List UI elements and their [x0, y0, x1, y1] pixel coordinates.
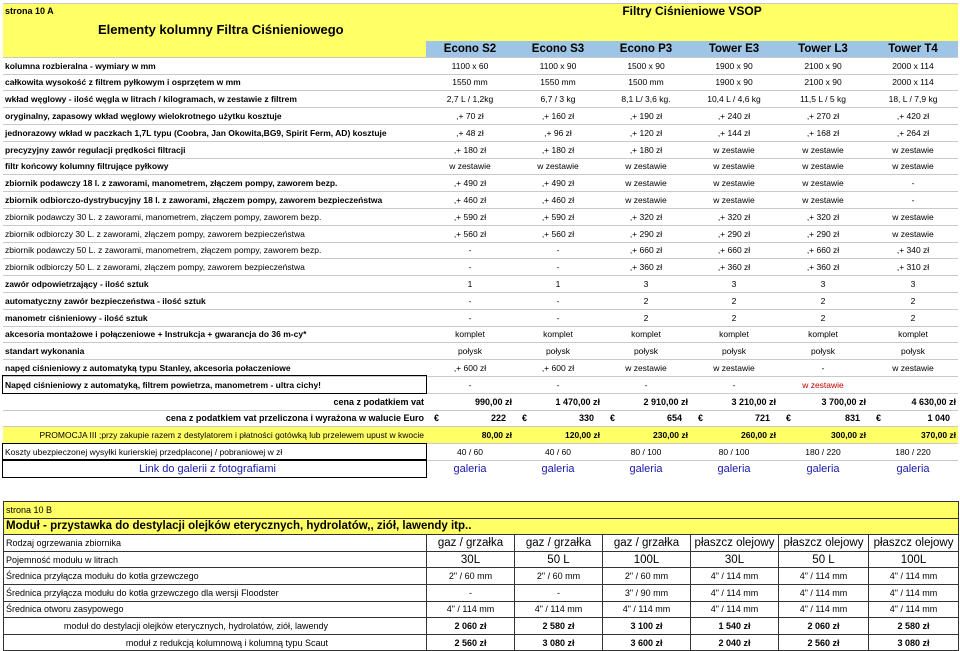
row-value: ,+ 48 zł	[426, 124, 514, 141]
row-label: automatyczny zawór bezpieczeństwa - ilość sztuk	[3, 292, 426, 309]
row-value: -	[426, 292, 514, 309]
price-value: 3 700,00 zł	[778, 393, 868, 410]
row-label: precyzyjny zawór regulacji prędkości filtracji	[3, 141, 426, 158]
row-label: zbiornik podawczy 30 L. z zaworami, manometrem, złączem pompy, zaworem bezp.	[3, 208, 426, 225]
table-row	[3, 108, 958, 125]
euro-price-wrap	[870, 413, 956, 423]
row-value: 2100 x 90	[778, 57, 868, 74]
row-value: 8,1 L/ 3,6 kg.	[602, 91, 690, 108]
row-value: ,+ 160 zł	[514, 108, 602, 125]
row-value: ,+ 190 zł	[602, 108, 690, 125]
row-value: w zestawie	[690, 141, 778, 158]
row-value: 30L	[427, 551, 515, 568]
table-row	[3, 259, 958, 276]
row-value: gaz / grzałka	[515, 535, 603, 552]
row-value: w zestawie	[868, 225, 958, 242]
row-label: Pojemność modułu w litrach	[4, 551, 427, 568]
row-value: płaszcz olejowy	[779, 535, 869, 552]
row-value: 1	[426, 276, 514, 293]
row-value: 100L	[603, 551, 691, 568]
row-label: całkowita wysokość z filtrem pyłkowym i osprzętem w mm	[3, 74, 426, 91]
row-value: 4" / 114 mm	[603, 601, 691, 618]
table-row	[4, 551, 959, 568]
promo-row	[3, 427, 958, 444]
gallery-link-cell[interactable]: galeria	[602, 460, 690, 476]
row-label: Średnica przyłącza modułu do kotła grzewczego dla wersji Floodster	[4, 584, 427, 601]
table-row	[4, 584, 959, 601]
gallery-link[interactable]: Link do galerii z fotografiami	[3, 460, 426, 476]
euro-symbol: €	[434, 413, 440, 424]
euro-price-cell	[868, 410, 958, 427]
row-value: ,+ 168 zł	[778, 124, 868, 141]
module-table	[3, 501, 959, 651]
module-price-value: 3 080 zł	[869, 634, 959, 651]
euro-price-value: 831	[844, 413, 860, 424]
row-value: 4" / 114 mm	[869, 601, 959, 618]
row-value: ,+ 560 zł	[514, 225, 602, 242]
row-value: w zestawie	[778, 192, 868, 209]
row-value: 3	[690, 276, 778, 293]
row-label: Rodzaj ogrzewania zbiornika	[4, 535, 427, 552]
table-row	[3, 376, 958, 393]
price-label: cena z podatkiem vat	[3, 393, 426, 410]
euro-price-wrap	[780, 413, 866, 423]
row-value: -	[514, 376, 602, 393]
euro-price-cell	[602, 410, 690, 427]
row-value: połysk	[868, 343, 958, 360]
row-value: 1550 mm	[426, 74, 514, 91]
model-header: Tower L3	[778, 41, 868, 57]
row-value: 2,7 L / 1,2kg	[426, 91, 514, 108]
shipping-value: 180 / 220	[868, 444, 958, 461]
row-value: 1900 x 90	[690, 57, 778, 74]
page-label: strona 10 A	[3, 4, 426, 19]
row-label: napęd ciśnieniowy z automatyką typu Stanley, akcesoria połaczeniowe	[3, 360, 426, 377]
row-label: zbiornik odbiorczy 50 L. z zaworami, złączem pompy, zaworem bezpieczeństwa	[3, 259, 426, 276]
row-value: -	[514, 259, 602, 276]
row-value: ,+ 660 zł	[690, 242, 778, 259]
row-value: ,+ 360 zł	[690, 259, 778, 276]
row-value: ,+ 180 zł	[426, 141, 514, 158]
row-value: połysk	[426, 343, 514, 360]
row-value: -	[514, 292, 602, 309]
row-value: 3	[868, 276, 958, 293]
table-row	[3, 326, 958, 343]
row-value: ,+ 290 zł	[690, 225, 778, 242]
row-value: połysk	[602, 343, 690, 360]
table-row	[3, 309, 958, 326]
row-value: 2	[778, 309, 868, 326]
table-row	[3, 91, 958, 108]
row-label: jednorazowy wkład w paczkach 1,7L typu (Coobra, Jan Okowita,BG9, Spirit Ferm, AD) kosztuje	[3, 124, 426, 141]
row-value: -	[426, 242, 514, 259]
row-value: 30L	[691, 551, 779, 568]
gallery-link-cell[interactable]: galeria	[690, 460, 778, 476]
row-value: połysk	[778, 343, 868, 360]
row-value: w zestawie	[602, 158, 690, 175]
promo-value: 260,00 zł	[690, 427, 778, 444]
shipping-value: 40 / 60	[426, 444, 514, 461]
module-price-value: 2 040 zł	[691, 634, 779, 651]
row-value: 2	[690, 309, 778, 326]
table-row	[4, 568, 959, 585]
model-header-row	[3, 41, 958, 57]
euro-price-cell	[778, 410, 868, 427]
euro-price-value: 654	[666, 413, 682, 424]
row-value: w zestawie	[602, 360, 690, 377]
row-value: ,+ 460 zł	[426, 192, 514, 209]
row-value: połysk	[690, 343, 778, 360]
row-value: 2	[690, 292, 778, 309]
euro-price-value: 330	[578, 413, 594, 424]
table-row	[3, 57, 958, 74]
module-price-value: 2 060 zł	[427, 618, 515, 635]
module-title: Moduł - przystawka do destylacji olejków eterycznych, hydrolatów,, ziół, lawendy itp..	[4, 518, 959, 535]
euro-price-label: cena z podatkiem vat przeliczona i wyrażona w walucie Euro	[3, 410, 426, 427]
row-value: w zestawie	[868, 158, 958, 175]
promo-value: 370,00 zł	[868, 427, 958, 444]
row-value: ,+ 560 zł	[426, 225, 514, 242]
row-value: 18, L / 7,9 kg	[868, 91, 958, 108]
promo-label: PROMOCJA III ;przy zakupie razem z destylatorem i płatności gotówką lub przelewem upust w kwocie	[3, 427, 426, 444]
gallery-link-cell[interactable]: galeria	[868, 460, 958, 476]
model-header: Econo S3	[514, 41, 602, 57]
row-value: 3" / 90 mm	[603, 584, 691, 601]
module-price-value: 2 580 zł	[869, 618, 959, 635]
shipping-value: 80 / 100	[690, 444, 778, 461]
row-label: zbiornik odbiorczy 30 L. z zaworami, złączem pompy, zaworem bezpieczeństwa	[3, 225, 426, 242]
header-spacer	[426, 19, 958, 42]
row-value: ,+ 460 zł	[514, 192, 602, 209]
price-value: 990,00 zł	[426, 393, 514, 410]
gallery-link-cell[interactable]: galeria	[514, 460, 602, 476]
row-value: ,+ 600 zł	[514, 360, 602, 377]
table-row	[4, 601, 959, 618]
module-price-value: 1 540 zł	[691, 618, 779, 635]
euro-price-cell	[514, 410, 602, 427]
row-value: 3	[778, 276, 868, 293]
row-value: 6,7 / 3 kg	[514, 91, 602, 108]
module-price-value: 2 560 zł	[427, 634, 515, 651]
module-price-value: 2 560 zł	[779, 634, 869, 651]
row-value: 4" / 114 mm	[779, 568, 869, 585]
row-value: ,+ 590 zł	[514, 208, 602, 225]
row-value: 10,4 L / 4,6 kg	[690, 91, 778, 108]
section-title: Elementy kolumny Filtra Ciśnieniowego	[3, 19, 426, 42]
euro-price-value: 1 040	[927, 413, 951, 424]
row-value: ,+ 70 zł	[426, 108, 514, 125]
row-value: w zestawie	[868, 360, 958, 377]
module-price-value: 2 060 zł	[779, 618, 869, 635]
row-label: Napęd ciśnieniowy z automatyką, filtrem powietrza, manometrem - ultra cichy!	[3, 376, 426, 393]
row-value: komplet	[690, 326, 778, 343]
row-value: ,+ 120 zł	[602, 124, 690, 141]
euro-price-cell	[426, 410, 514, 427]
row-value: 11,5 L / 5 kg	[778, 91, 868, 108]
row-value: 1900 x 90	[690, 74, 778, 91]
row-value: -	[602, 376, 690, 393]
row-value: ,+ 180 zł	[602, 141, 690, 158]
module-price-row	[4, 618, 959, 635]
row-value: ,+ 360 zł	[602, 259, 690, 276]
euro-price-wrap	[428, 413, 512, 423]
row-value: 2100 x 90	[778, 74, 868, 91]
row-value: w zestawie	[778, 175, 868, 192]
row-label: zbiornik podawczy 50 L. z zaworami, manometrem, złączem pompy, zaworem bezp.	[3, 242, 426, 259]
row-value: w zestawie	[778, 376, 868, 393]
row-value: 1100 x 60	[426, 57, 514, 74]
row-value: 1550 mm	[514, 74, 602, 91]
row-value: w zestawie	[514, 158, 602, 175]
row-value: -	[690, 376, 778, 393]
row-label: oryginalny, zapasowy wkład węglowy wielokrotnego użytku kosztuje	[3, 108, 426, 125]
row-label: manometr ciśnieniowy - ilość sztuk	[3, 309, 426, 326]
table-row	[3, 192, 958, 209]
row-value: w zestawie	[426, 158, 514, 175]
module-price-value: 3 600 zł	[603, 634, 691, 651]
row-value: komplet	[602, 326, 690, 343]
row-value: 4" / 114 mm	[869, 584, 959, 601]
row-value: ,+ 270 zł	[778, 108, 868, 125]
row-label: filtr końcowy kolumny filtrujące pyłkowy	[3, 158, 426, 175]
price-value: 1 470,00 zł	[514, 393, 602, 410]
table-row	[3, 276, 958, 293]
row-value: 4" / 114 mm	[779, 601, 869, 618]
row-value: 50 L	[779, 551, 869, 568]
row-label: Średnica przyłącza modułu do kotła grzewczego	[4, 568, 427, 585]
row-label: standart wykonania	[3, 343, 426, 360]
module-price-value: 3 080 zł	[515, 634, 603, 651]
row-label: Średnica otworu zasypowego	[4, 601, 427, 618]
row-value: 1500 mm	[602, 74, 690, 91]
row-value: 2" / 60 mm	[515, 568, 603, 585]
row-value: w zestawie	[868, 208, 958, 225]
price-row	[3, 393, 958, 410]
gallery-link-cell[interactable]: galeria	[426, 460, 514, 476]
row-value: 1	[514, 276, 602, 293]
row-value: gaz / grzałka	[603, 535, 691, 552]
row-label: zbiornik odbiorczo-dystrybucyjny 18 l. z zaworami, złączem pompy, zaworem bezpieczeństwa	[3, 192, 426, 209]
euro-symbol: €	[698, 413, 704, 424]
row-value: -	[515, 584, 603, 601]
row-value: ,+ 360 zł	[778, 259, 868, 276]
row-value: 2000 x 114	[868, 57, 958, 74]
row-value: komplet	[778, 326, 868, 343]
shipping-row	[3, 444, 958, 461]
row-value: w zestawie	[778, 158, 868, 175]
row-value: płaszcz olejowy	[869, 535, 959, 552]
model-header: Econo P3	[602, 41, 690, 57]
row-value: w zestawie	[690, 175, 778, 192]
table-row	[4, 535, 959, 552]
row-value: ,+ 340 zł	[868, 242, 958, 259]
row-value: 2	[778, 292, 868, 309]
row-value: 2000 x 114	[868, 74, 958, 91]
row-value: w zestawie	[602, 192, 690, 209]
euro-price-wrap	[604, 413, 688, 423]
vsop-filter-table	[3, 3, 958, 477]
module-price-label: moduł z redukcją kolumnową i kolumną typu Scaut	[4, 634, 427, 651]
row-value: -	[426, 376, 514, 393]
row-value: ,+ 144 zł	[690, 124, 778, 141]
row-value: w zestawie	[690, 360, 778, 377]
row-label: zbiornik podawczy 18 l. z zaworami, manometrem, złączem pompy, zaworem bezp.	[3, 175, 426, 192]
row-value: ,+ 490 zł	[426, 175, 514, 192]
row-value: płaszcz olejowy	[691, 535, 779, 552]
row-value: 2	[868, 292, 958, 309]
row-value: ,+ 590 zł	[426, 208, 514, 225]
promo-value: 300,00 zł	[778, 427, 868, 444]
table-row	[3, 175, 958, 192]
euro-price-row	[3, 410, 958, 427]
row-value: -	[868, 192, 958, 209]
row-value: -	[426, 259, 514, 276]
module-price-value: 2 580 zł	[515, 618, 603, 635]
row-value: 2	[602, 309, 690, 326]
row-value: ,+ 420 zł	[868, 108, 958, 125]
table-row	[3, 74, 958, 91]
page-label-b: strona 10 B	[4, 502, 959, 519]
row-value: 4" / 114 mm	[691, 584, 779, 601]
table-row	[3, 292, 958, 309]
row-value: komplet	[426, 326, 514, 343]
table-row	[3, 242, 958, 259]
row-value: komplet	[514, 326, 602, 343]
euro-price-value: 721	[754, 413, 770, 424]
row-value: 1500 x 90	[602, 57, 690, 74]
price-value: 2 910,00 zł	[602, 393, 690, 410]
gallery-row	[3, 460, 958, 476]
shipping-value: 80 / 100	[602, 444, 690, 461]
row-value: połysk	[514, 343, 602, 360]
row-value: ,+ 240 zł	[690, 108, 778, 125]
table-row	[3, 360, 958, 377]
row-value: 4" / 114 mm	[869, 568, 959, 585]
filters-title: Filtry Ciśnieniowe VSOP	[426, 4, 958, 19]
row-value: ,+ 264 zł	[868, 124, 958, 141]
row-value: 4" / 114 mm	[427, 601, 515, 618]
row-value: -	[514, 242, 602, 259]
row-value: 2" / 60 mm	[427, 568, 515, 585]
row-value: -	[778, 360, 868, 377]
model-header: Tower T4	[868, 41, 958, 57]
module-price-value: 3 100 zł	[603, 618, 691, 635]
model-header: Tower E3	[690, 41, 778, 57]
table-row	[3, 158, 958, 175]
promo-value: 120,00 zł	[514, 427, 602, 444]
shipping-value: 180 / 220	[778, 444, 868, 461]
shipping-label: Koszty ubezpieczonej wysyłki kurierskiej przedpłaconej / pobraniowej w zł	[3, 444, 426, 461]
row-value: ,+ 320 zł	[690, 208, 778, 225]
module-price-row	[4, 634, 959, 651]
row-value: w zestawie	[868, 141, 958, 158]
row-value	[868, 376, 958, 393]
row-value: w zestawie	[690, 158, 778, 175]
row-value: 4" / 114 mm	[515, 601, 603, 618]
table-row	[3, 225, 958, 242]
row-value: gaz / grzałka	[427, 535, 515, 552]
module-price-label: moduł do destylacji olejków eterycznych, hydrolatów, ziół, lawendy	[4, 618, 427, 635]
price-value: 3 210,00 zł	[690, 393, 778, 410]
euro-symbol: €	[610, 413, 616, 424]
row-value: 2	[602, 292, 690, 309]
row-value: w zestawie	[778, 141, 868, 158]
row-value: 4" / 114 mm	[691, 568, 779, 585]
euro-price-wrap	[692, 413, 776, 423]
row-value: ,+ 310 zł	[868, 259, 958, 276]
row-value: 100L	[869, 551, 959, 568]
euro-price-value: 222	[490, 413, 506, 424]
model-header: Econo S2	[426, 41, 514, 57]
row-value: 50 L	[515, 551, 603, 568]
table-row	[3, 343, 958, 360]
row-value: ,+ 180 zł	[514, 141, 602, 158]
table-row	[3, 141, 958, 158]
row-value: ,+ 600 zł	[426, 360, 514, 377]
row-value: ,+ 660 zł	[778, 242, 868, 259]
promo-value: 80,00 zł	[426, 427, 514, 444]
row-value: ,+ 320 zł	[778, 208, 868, 225]
row-value: komplet	[868, 326, 958, 343]
row-label: wkład węglowy - ilość węgla w litrach / kilogramach, w zestawie z filtrem	[3, 91, 426, 108]
row-value: 3	[602, 276, 690, 293]
row-value: w zestawie	[690, 192, 778, 209]
euro-price-cell	[690, 410, 778, 427]
row-value: -	[868, 175, 958, 192]
euro-price-wrap	[516, 413, 600, 423]
row-value: 4" / 114 mm	[779, 584, 869, 601]
table-row	[3, 124, 958, 141]
row-value: -	[514, 309, 602, 326]
row-value: -	[427, 584, 515, 601]
row-value: ,+ 290 zł	[602, 225, 690, 242]
euro-symbol: €	[522, 413, 528, 424]
row-value: 1100 x 90	[514, 57, 602, 74]
row-value: ,+ 96 zł	[514, 124, 602, 141]
row-label: zawór odpowietrzający - ilość sztuk	[3, 276, 426, 293]
row-value: -	[426, 309, 514, 326]
row-value: ,+ 660 zł	[602, 242, 690, 259]
euro-symbol: €	[786, 413, 792, 424]
row-value: w zestawie	[602, 175, 690, 192]
price-value: 4 630,00 zł	[868, 393, 958, 410]
row-label: kolumna rozbieralna - wymiary w mm	[3, 57, 426, 74]
row-value: ,+ 490 zł	[514, 175, 602, 192]
table-row	[3, 208, 958, 225]
model-header-blank	[3, 41, 426, 57]
row-label: akcesoria montażowe i połączeniowe + Instrukcja + gwarancja do 36 m-cy*	[3, 326, 426, 343]
shipping-value: 40 / 60	[514, 444, 602, 461]
row-value: 2" / 60 mm	[603, 568, 691, 585]
promo-value: 230,00 zł	[602, 427, 690, 444]
row-value: ,+ 290 zł	[778, 225, 868, 242]
gallery-link-cell[interactable]: galeria	[778, 460, 868, 476]
row-value: ,+ 320 zł	[602, 208, 690, 225]
euro-symbol: €	[876, 413, 882, 424]
row-value: 4" / 114 mm	[691, 601, 779, 618]
row-value: 2	[868, 309, 958, 326]
